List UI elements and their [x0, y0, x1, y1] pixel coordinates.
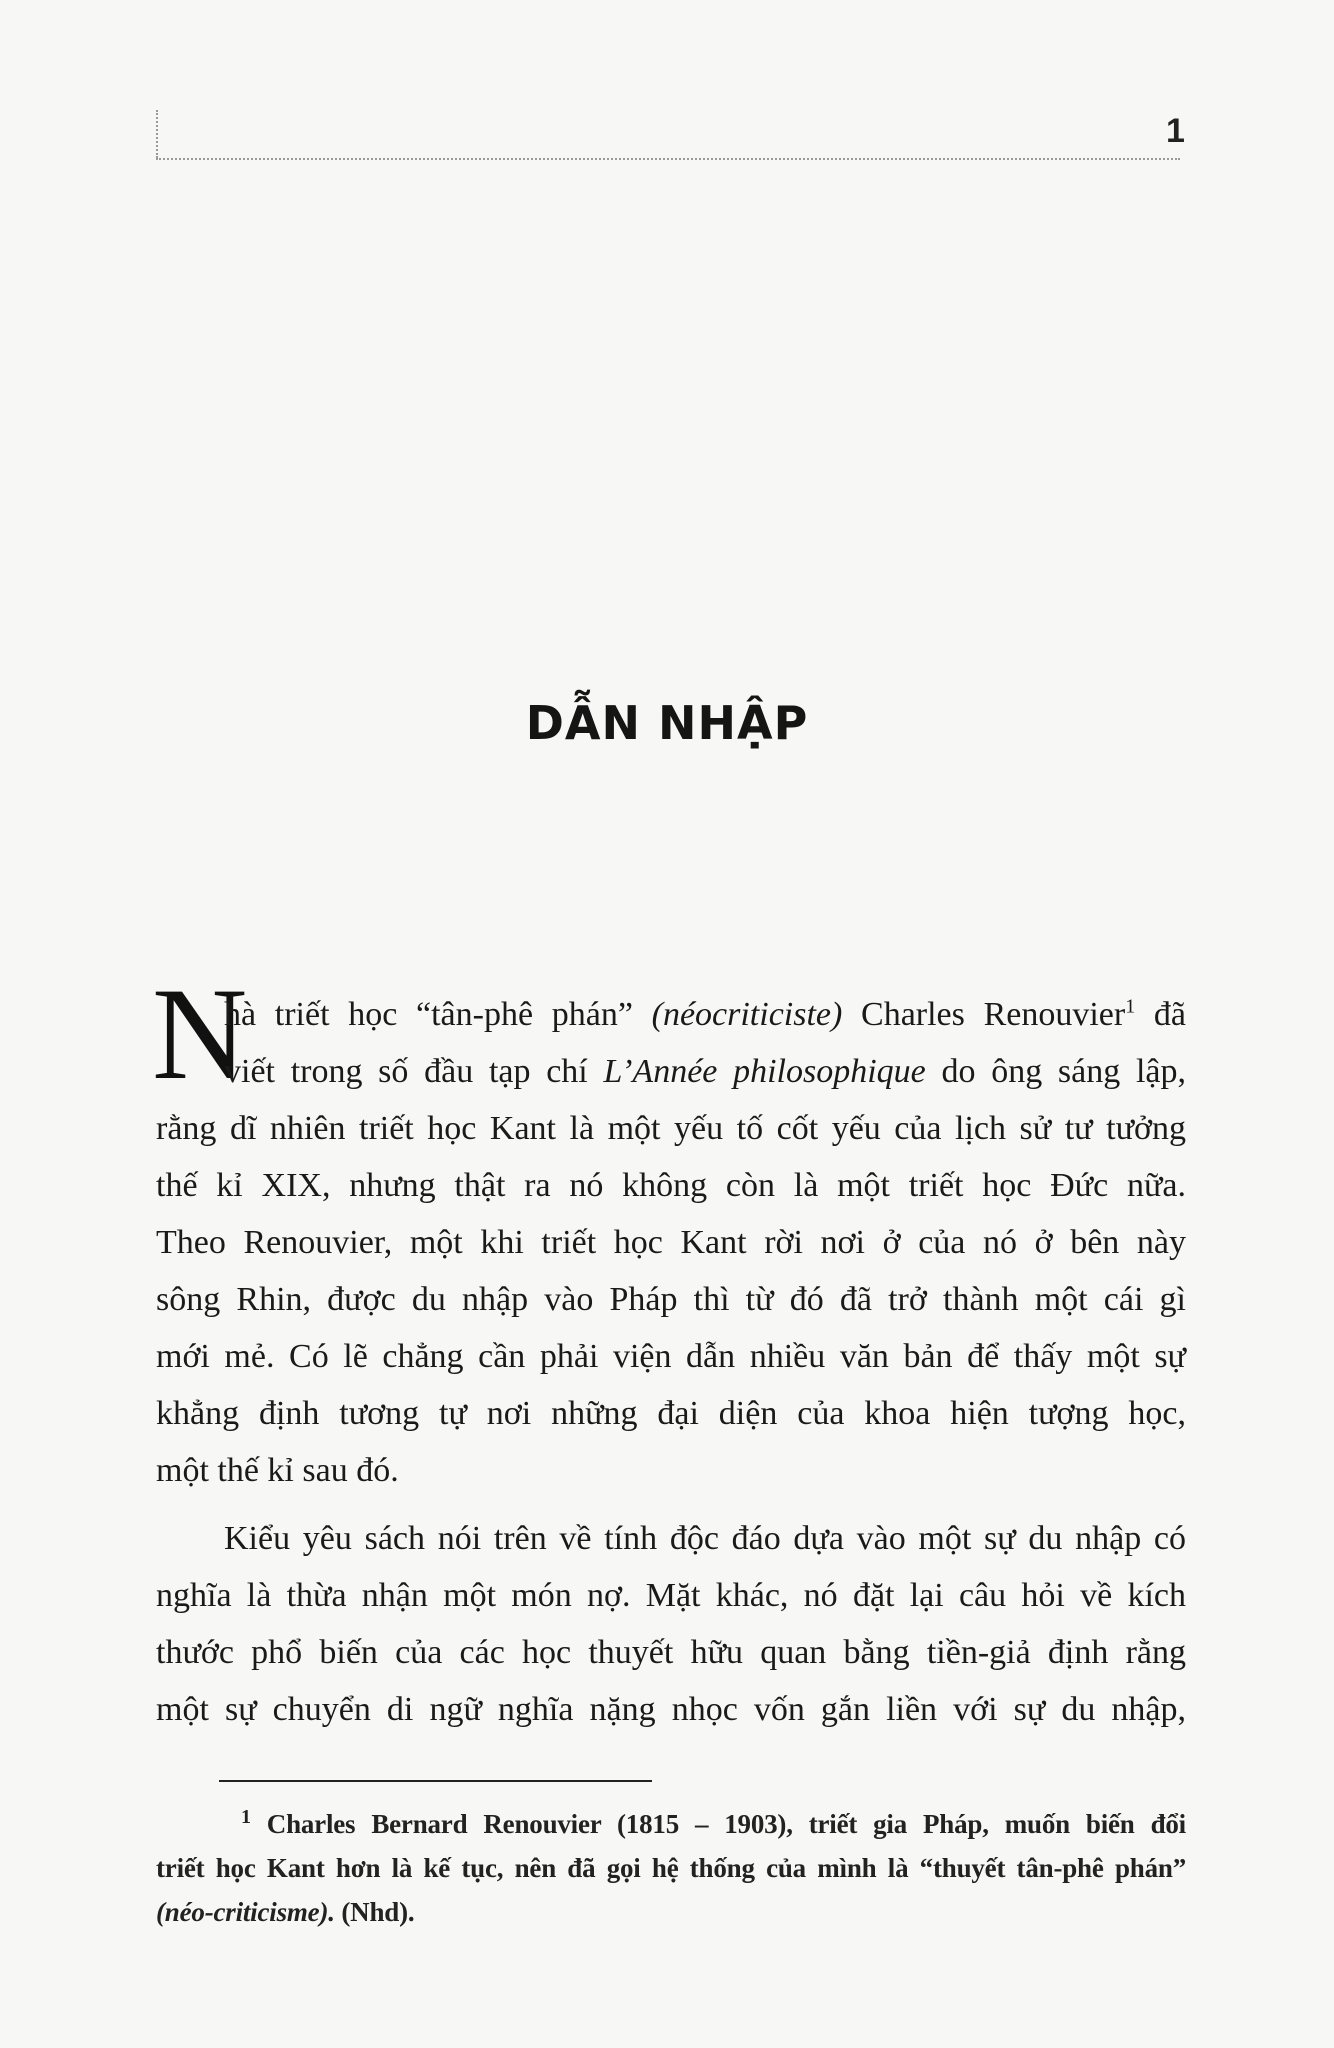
text-line: khẳng định tương tự nơi những đại diện của khoa hiện tượng học,: [156, 1395, 1186, 1432]
text-line: Theo Renouvier, một khi triết học Kant rời nơi ở của nó ở bên này: [156, 1224, 1186, 1261]
text-line: viết trong số đầu tạp chí L’Année philosophique do ông sáng lập,: [224, 1053, 1186, 1090]
text-line: Kiểu yêu sách nói trên về tính độc đáo dựa vào một sự du nhập có: [224, 1520, 1186, 1557]
text-line: hà triết học “tân-phê phán” (néocriticiste) Charles Renouvier$^1$ đã: [224, 995, 1186, 1033]
page-number: 1: [1166, 112, 1185, 150]
drop-cap: N: [152, 960, 248, 1107]
footnote-marker: 1: [241, 1806, 251, 1828]
text-line: thế kỉ XIX, nhưng thật ra nó không còn là một triết học Đức nữa.: [156, 1167, 1186, 1204]
text-line: sông Rhin, được du nhập vào Pháp thì từ đó đã trở thành một cái gì: [156, 1281, 1186, 1318]
footnote-line: $^1$ Charles Bernard Renouvier (1815 – 1903), triết gia Pháp, muốn biến đổi: [241, 1806, 1186, 1839]
chapter-title: DẪN NHẬP: [525, 696, 809, 750]
text-line: mới mẻ. Có lẽ chẳng cần phải viện dẫn nhiều văn bản để thấy một sự: [156, 1338, 1186, 1375]
footnote-rule: [219, 1780, 652, 1782]
text-line: nghĩa là thừa nhận một món nợ. Mặt khác, nó đặt lại câu hỏi về kích: [156, 1577, 1186, 1614]
header-rule: [156, 158, 1180, 160]
footnote-ref[interactable]: 1: [1125, 995, 1136, 1018]
footnote-line: triết học Kant hơn là kế tục, nên đã gọi hệ thống của mình là “thuyết tân-phê phán”: [156, 1853, 1186, 1883]
footnote-line: (néo-criticisme). (Nhd).: [156, 1897, 415, 1927]
text-line: một sự chuyển di ngữ nghĩa nặng nhọc vốn gắn liền với sự du nhập,: [156, 1691, 1186, 1728]
text-line: thước phổ biến của các học thuyết hữu quan bằng tiền-giả định rằng: [156, 1634, 1186, 1671]
text-line: một thế kỉ sau đó.: [156, 1452, 399, 1489]
text-line: rằng dĩ nhiên triết học Kant là một yếu tố cốt yếu của lịch sử tư tưởng: [156, 1110, 1186, 1147]
header-border: [156, 110, 158, 158]
